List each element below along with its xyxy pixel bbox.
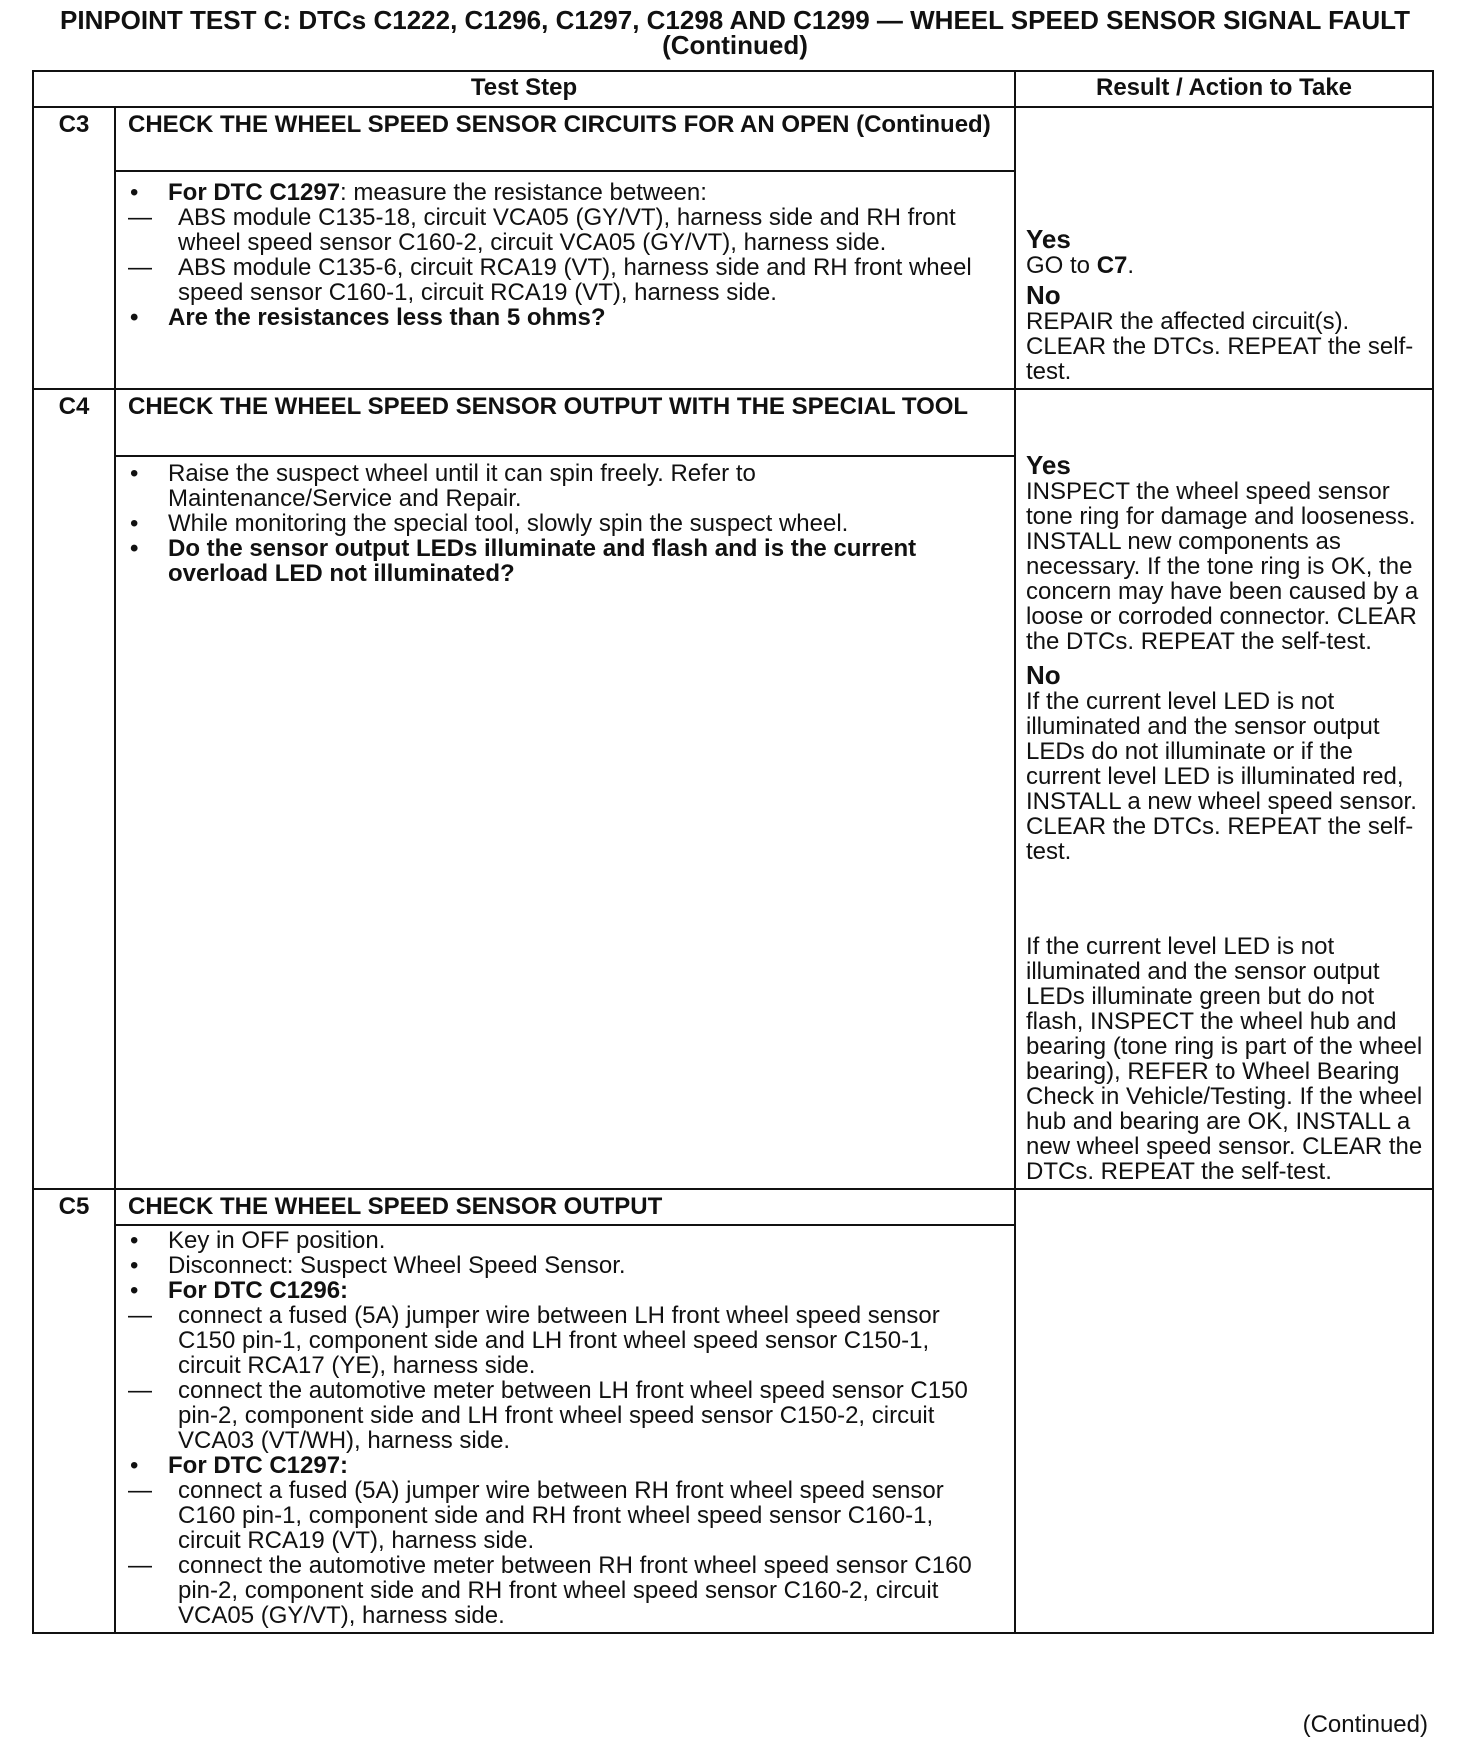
continued-label: (Continued) [1302,1711,1428,1738]
page-title: PINPOINT TEST C: DTCs C1222, C1296, C1297, C1298 AND C1299 — WHEEL SPEED SENSOR SIGNAL FAULT (Continued) [60,5,1410,60]
list-item: • Raise the suspect wheel until it can spin freely. Refer to Maintenance/Service and Repair. [126,461,974,511]
result-no-text-1: If the current level LED is not illuminated and the sensor output LEDs do not illuminate or if the current level LED is illuminated red, INSTALL a new wheel speed sensor. CLEAR the DTCs. REPEAT the self-test. [1026,688,1417,865]
result-yes-text: GO to C7. [1026,252,1135,279]
list-item: • Key in OFF position. [126,1228,974,1253]
pinpoint-test-table [32,70,1434,1634]
step-body-c5 [115,1225,1015,1633]
step-body-c4 [115,456,1015,1189]
list-item: — ABS module C135-18, circuit VCA05 (GY/VT), harness side and RH front wheel speed sensor C160-2, circuit VCA05 (GY/VT), harness side. [128,205,974,255]
list-item: • For DTC C1297: measure the resistance between: — ABS module C135-18, circuit VCA05 (GY/VT), harness side and RH front wheel speed sensor C160-2, circuit VCA05 (GY/VT), harness side. — ABS module C135-6, circuit RCA19 (VT), harness side and RH front wheel speed sensor C160-1, circuit RCA19 (VT), harness side. [126,180,974,305]
step-id-c5: C5 [33,1189,115,1633]
list-item: • For DTC C1296: — connect a fused (5A) jumper wire between LH front wheel speed sensor C150 pin-1, component side and LH front wheel speed sensor C150-1, circuit RCA17 (YE), harness side. — connect the automotive meter between LH front wheel speed sensor C150 pin-2, component side and LH front wheel speed sensor C150-2, circuit VCA03 (VT/WH), harness side. [126,1278,974,1453]
list-item: • Do the sensor output LEDs illuminate and flash and is the current overload LED not illuminated? [126,536,974,586]
header-test-step: Test Step [33,71,1015,107]
result-no-label: No [1026,660,1061,690]
list-item: • Are the resistances less than 5 ohms? [126,305,974,330]
result-no-text: REPAIR the affected circuit(s). CLEAR the DTCs. REPEAT the self-test. [1026,308,1414,385]
result-yes-label: Yes [1026,450,1071,480]
list-item: — connect the automotive meter between LH front wheel speed sensor C150 pin-2, component side and LH front wheel speed sensor C150-2, circuit VCA03 (VT/WH), harness side. [128,1378,974,1453]
result-c4 [1015,389,1433,1189]
result-yes-text: INSPECT the wheel speed sensor tone ring for damage and looseness. INSTALL new components as necessary. If the tone ring is OK, the concern may have been caused by a loose or corroded connector. CLEAR the DTCs. REPEAT the self-test. [1026,478,1419,655]
list-item: • Disconnect: Suspect Wheel Speed Sensor. [126,1253,974,1278]
step-body-c3 [115,171,1015,389]
list-item: — connect a fused (5A) jumper wire between LH front wheel speed sensor C150 pin-1, component side and LH front wheel speed sensor C150-1, circuit RCA17 (YE), harness side. [128,1303,974,1378]
result-c5 [1015,1189,1433,1633]
result-yes-label: Yes [1026,224,1071,254]
result-no-text-2: If the current level LED is not illuminated and the sensor output LEDs illuminate green but do not flash, INSPECT the wheel hub and bearing (tone ring is part of the wheel bearing), REFER to Wheel Bearing Check in Vehicle/Testing. If the wheel hub and bearing are OK, INSTALL a new wheel speed sensor. CLEAR the DTCs. REPEAT the self-test. [1026,933,1423,1185]
result-c3 [1015,107,1433,389]
step-heading-c4: CHECK THE WHEEL SPEED SENSOR OUTPUT WITH THE SPECIAL TOOL [115,389,1015,456]
list-item: • For DTC C1297: — connect a fused (5A) jumper wire between RH front wheel speed sensor C160 pin-1, component side and RH front wheel speed sensor C160-1, circuit RCA19 (VT), harness side. — connect the automotive meter between RH front wheel speed sensor C160 pin-2, component side and RH front wheel speed sensor C160-2, circuit VCA05 (GY/VT), harness side. [126,1453,974,1628]
step-heading-c3: CHECK THE WHEEL SPEED SENSOR CIRCUITS FOR AN OPEN (Continued) [115,107,1015,171]
list-item: — connect a fused (5A) jumper wire between RH front wheel speed sensor C160 pin-1, component side and RH front wheel speed sensor C160-1, circuit RCA19 (VT), harness side. [128,1478,974,1553]
step-c5-heading-row [33,1189,1433,1225]
step-id-c4: C4 [33,389,115,1189]
step-c4-heading-row [33,389,1433,456]
table-header-row [33,71,1433,107]
list-item: — connect the automotive meter between RH front wheel speed sensor C160 pin-2, component side and RH front wheel speed sensor C160-2, circuit VCA05 (GY/VT), harness side. [128,1553,974,1628]
list-item: — ABS module C135-6, circuit RCA19 (VT), harness side and RH front wheel speed sensor C160-1, circuit RCA19 (VT), harness side. [128,255,974,305]
step-c3-heading-row [33,107,1433,171]
result-no-label: No [1026,280,1061,310]
step-heading-c5: CHECK THE WHEEL SPEED SENSOR OUTPUT [115,1189,1015,1225]
header-result-action: Result / Action to Take [1015,71,1433,107]
step-id-c3: C3 [33,107,115,389]
list-item: • While monitoring the special tool, slowly spin the suspect wheel. [126,511,974,536]
